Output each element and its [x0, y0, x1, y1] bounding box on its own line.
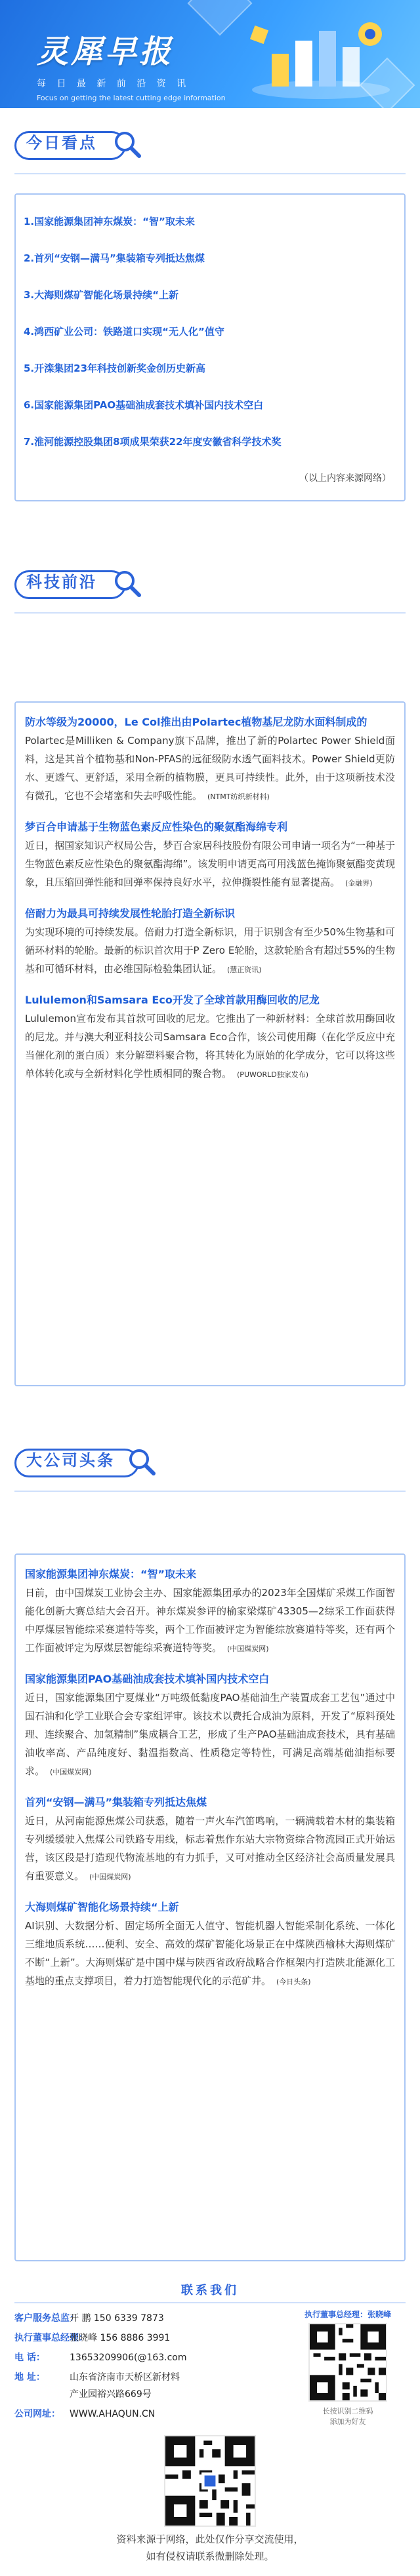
contact-value[interactable]: WWW.AHAQUN.CN	[70, 2409, 156, 2419]
contact-label: 地 址：	[14, 2372, 45, 2383]
bigco-box	[14, 1553, 406, 2261]
article-body	[25, 1812, 395, 1886]
contact-title: 联系我们	[181, 2284, 239, 2297]
bigco-article	[16, 1658, 404, 1782]
article-body	[25, 1584, 395, 1658]
section-title: 科技前沿	[26, 573, 97, 591]
section-title: 大公司头条	[26, 1451, 115, 1470]
today-item[interactable]: 2.首列“安钢—满马”集装箱专列抵达焦煤	[24, 252, 205, 264]
article-body	[25, 836, 395, 893]
banner-title-block	[37, 26, 226, 102]
section-header-tech	[14, 564, 146, 603]
magnifier-icon	[113, 130, 142, 159]
today-item[interactable]: 5.开滦集团23年科技创新奖金创历史新高	[24, 362, 206, 374]
contact-row	[14, 2351, 187, 2364]
bigco-article	[16, 1782, 404, 1886]
article-body	[25, 1009, 395, 1084]
divider	[14, 612, 406, 614]
article-title[interactable]: 梦百合申请基于生物蓝色素反应性染色的聚氨酯海绵专利	[25, 821, 288, 833]
today-list-box	[14, 193, 406, 501]
bigco-article	[16, 1555, 404, 1658]
article-source: (中国煤炭网)	[89, 1873, 131, 1881]
article-text: 为实现环境的可持续发展。倍耐力打造全新标识，用于识别含有至少50%生物基和可循环材料的轮胎。最新的标识首次用于P Zero E轮胎，这款轮胎含有超过55%的生物基和可循环材料，由必维国际检验集团认证。	[25, 926, 395, 975]
today-item[interactable]: 7.淮河能源控股集团8项成果荣获22年度安徽省科学技术奖	[24, 436, 282, 448]
article-body	[25, 732, 395, 806]
contact-label: 客户服务总监：	[14, 2313, 79, 2324]
brand-slogan: 每 日 最 新 前 沿 资 讯	[37, 79, 190, 89]
today-source: （以上内容来源网络）	[299, 473, 391, 484]
today-item[interactable]: 3.大海则煤矿智能化场景持续“上新	[24, 289, 178, 301]
article-title[interactable]: 国家能源集团神东煤炭：“智”取未来	[25, 1568, 197, 1580]
today-list	[16, 195, 404, 494]
today-item[interactable]: 4.鸿西矿业公司：铁路道口实现“无人化”值守	[24, 326, 224, 338]
article-body	[25, 1917, 395, 1991]
article-body	[25, 1688, 395, 1782]
today-item[interactable]: 1.国家能源集团神东煤炭：“智”取未来	[24, 216, 195, 227]
tech-article	[16, 893, 404, 979]
contact-row	[14, 2331, 170, 2344]
article-source: (NTMT纺织新材料)	[207, 792, 270, 801]
article-text: 近日，国家能源集团宁夏煤业“万吨级低黏度PAO基础油生产装置成套工艺包”通过中国石油和化学工业联合会专家组评审。该技术以费托合成油为原料，开发了“原料预处理、连续聚合、加氢精制”集成耦合工艺，形成了生产PAO基础油成套技术，具有基础油收率高、产品纯度好、黏温指数高、性质稳定等特性，可满足高端基础油指标要求。	[25, 1692, 395, 1777]
contact-value[interactable]: 开 鹏 150 6339 7873	[70, 2313, 164, 2324]
divider	[14, 2302, 406, 2303]
contact-value: 山东省济南市天桥区新材料	[70, 2372, 180, 2383]
magnifier-icon	[127, 1447, 156, 1476]
contact-row	[14, 2370, 180, 2383]
contact-row	[14, 2407, 155, 2420]
section-header-today	[14, 125, 146, 164]
qr-title: 执行董事总经理：张晓峰	[304, 2310, 391, 2319]
contact-label: 执行董事总经理：	[14, 2333, 88, 2343]
tech-article	[16, 979, 404, 1084]
article-text: AI识别、大数据分析、固定场所全面无人值守、智能机器人智能采制化系统、一体化三维地质系统……便利、安全、高效的煤矿智能化场景正在中煤陕西榆林大海则煤矿不断“上新”。大海则煤矿是中国中煤与陕西省政府战略合作框架内打造陕北能源化工基地的重点支撑项目，着力打造智能现代化的示范矿井。	[25, 1920, 395, 1987]
brand-title: 灵犀早报	[37, 33, 174, 70]
tech-box	[14, 701, 406, 1386]
section-title: 今日看点	[26, 134, 97, 152]
article-title[interactable]: 大海则煤矿智能化场景持续“上新	[25, 1901, 179, 1913]
footer-note: 资料来源于网络，此处仅作分享交流使用，	[116, 2533, 304, 2545]
magnifier-icon	[113, 569, 142, 598]
article-title[interactable]: 倍耐力为最具可持续发展性轮胎打造全新标识	[25, 907, 236, 920]
article-source: (中国煤炭网)	[50, 1768, 92, 1776]
article-source: (慧正资讯)	[227, 966, 262, 974]
contact-value[interactable]: 张晓峰 156 8886 3991	[70, 2333, 171, 2343]
divider	[14, 1491, 406, 1492]
contact-row	[14, 2311, 164, 2324]
tech-article	[16, 806, 404, 893]
article-text: Polartec是Milliken & Company旗下品牌，推出了新的Polartec Power Shield面料，这是其首个植物基和Non-PFAS的远征级防水透气面料技术。Power Shield更防水、更透气、更舒适，采用全新的植物膜，更具可持续性。此外，由于这项新技术没有微孔，它也不会堵塞和失去呼吸性能。	[25, 735, 395, 802]
section-header-bigco	[14, 1442, 146, 1481]
article-text: 近日，从河南能源焦煤公司获悉，随着一声火车汽笛鸣响，一辆满载着木材的集装箱专列缓缓驶入焦煤公司铁路专用线，标志着焦作东站大宗物资综合物流园正式开始运营，该区段是打造现代物流基地的有力抓手，又可对推动全区经济社会高质量发展具有重要意义。	[25, 1815, 395, 1882]
contact-label: 公司网址：	[14, 2409, 60, 2419]
article-source: (PUWORLD独家发布)	[237, 1070, 309, 1079]
contact-value[interactable]: 13653209906(@163.com	[70, 2352, 187, 2363]
article-title[interactable]: 首列“安钢—满马”集装箱专列抵达焦煤	[25, 1796, 207, 1808]
today-item[interactable]: 6.国家能源集团PAO基础油成套技术填补国内技术空白	[24, 399, 264, 411]
footer-note: 如有侵权请联系微删除处理。	[146, 2550, 274, 2562]
contact-label: 电 话：	[14, 2352, 45, 2363]
tech-article	[16, 703, 404, 806]
article-source: (金融界)	[345, 879, 373, 888]
article-source: (今日头条)	[276, 1978, 311, 1986]
bigco-article	[16, 1886, 404, 1991]
article-text: 日前，由中国煤炭工业协会主办、国家能源集团承办的2023年全国煤矿采煤工作面智能化创新大赛总结大会召开。神东煤炭参评的榆家梁煤矿43305—2综采工作面获得中厚煤层智能综采赛道特等奖，两个工作面被评定为智能综放赛道特等奖，还有两个工作面被评定为厚煤层智能综采赛道特等奖。	[25, 1587, 395, 1654]
article-body	[25, 923, 395, 979]
divider	[14, 173, 406, 174]
article-title[interactable]: 防水等级为20000，Le Col推出由Polartec植物基尼龙防水面料制成的	[25, 716, 368, 728]
bar-chart-illustration-icon	[245, 14, 396, 100]
article-source: (中国煤炭网)	[227, 1645, 269, 1653]
article-title[interactable]: Lululemon和Samsara Eco开发了全球首款用酶回收的尼龙	[25, 994, 320, 1006]
brand-slogan-en: Focus on getting the latest cutting edge information	[37, 94, 226, 102]
qr-code-icon[interactable]	[308, 2323, 387, 2402]
article-text: Lululemon宣布发布其首款可回收的尼龙。它推出了一种新材料：全球首款用酶回收的尼龙。并与澳大利亚科技公司Samsara Eco合作，该公司使用酶（在化学反应中充当催化剂的蛋白质）来分解塑料聚合物，将其转化为原始的化学成分，它可以将这些单体转化或与全新材料化学性质相同的聚合物。	[25, 1013, 395, 1080]
contact-row	[14, 2387, 152, 2400]
article-title[interactable]: 国家能源集团PAO基础油成套技术填补国内技术空白	[25, 1673, 270, 1685]
article-text: 近日，据国家知识产权局公告，梦百合家居科技股份有限公司申请一项名为“一种基于生物蓝色素反应性染色的聚氨酯海绵”。该发明申请更高可用浅蓝色掩饰聚氨酯变黄现象，且压缩回弹性能和回弹率保持良好水平，拉伸撕裂性能有显著提高。	[25, 840, 395, 888]
qr-caption: 长按识别二维码 添加为好友	[322, 2407, 373, 2426]
header-banner	[0, 0, 420, 108]
qr-code-icon[interactable]	[164, 2435, 256, 2527]
contact-value: 产业园裕兴路669号	[70, 2389, 152, 2400]
